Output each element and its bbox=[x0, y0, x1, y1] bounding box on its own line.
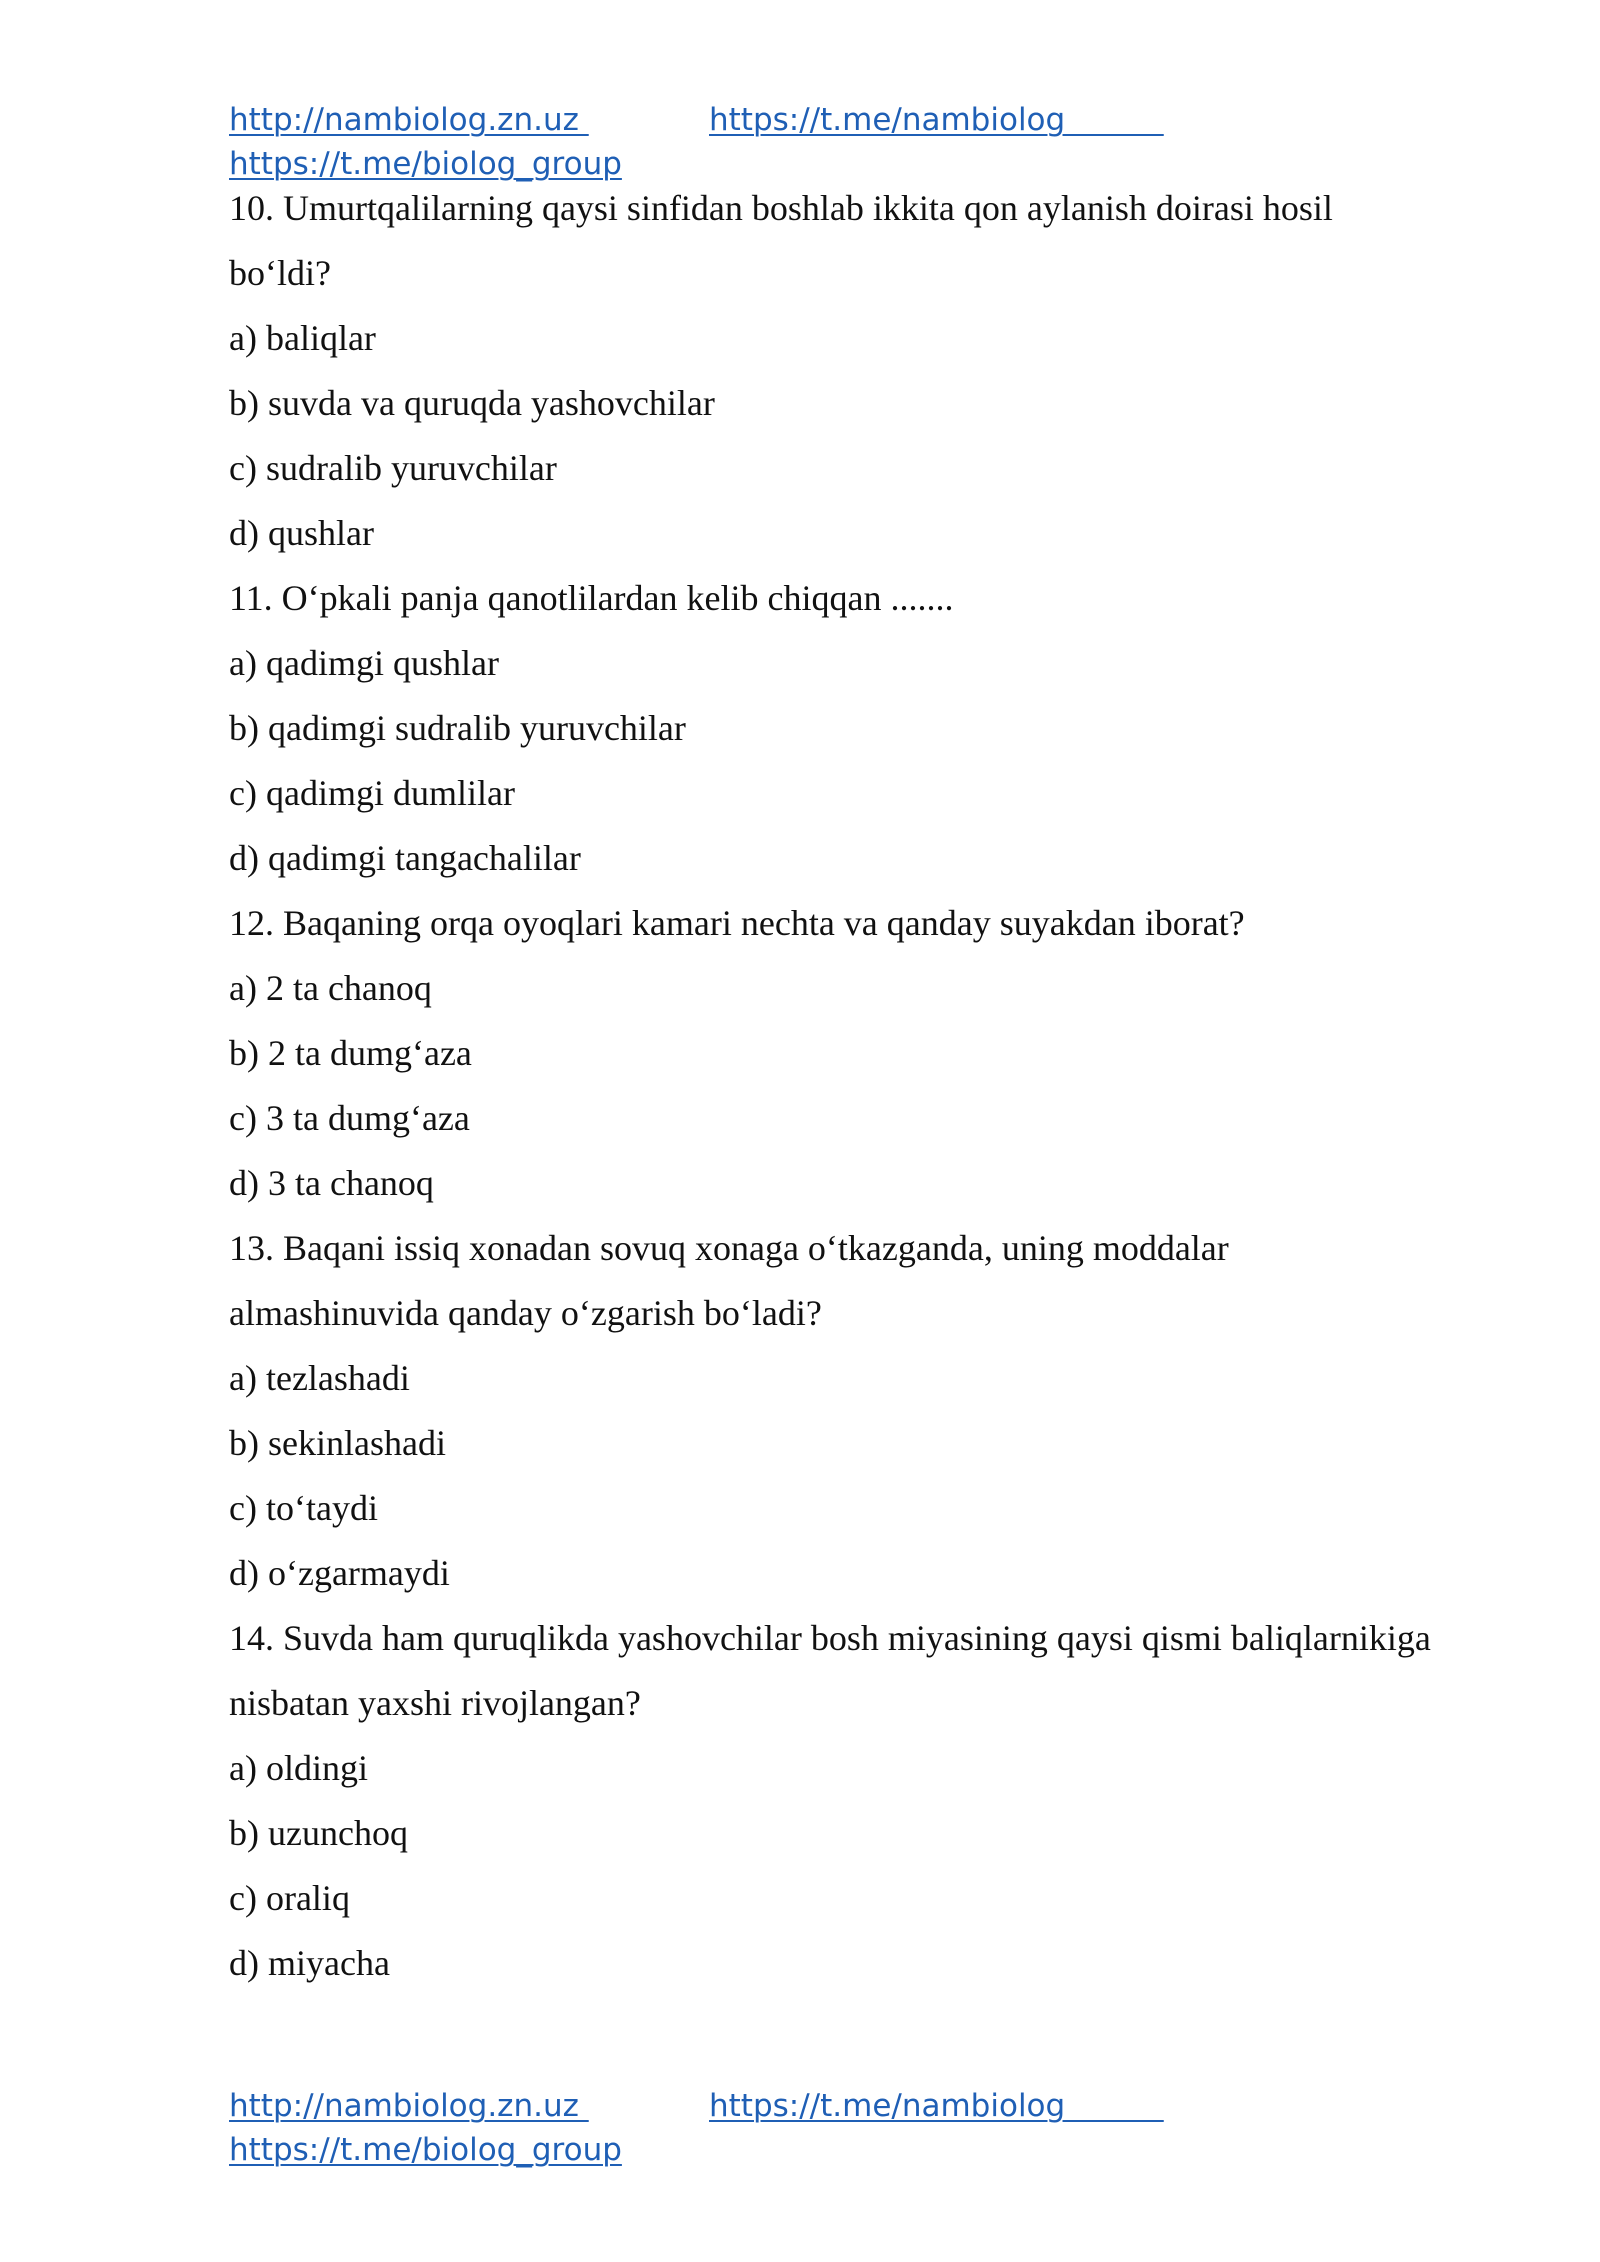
group-link[interactable]: https://t.me/biolog_group bbox=[229, 2132, 622, 2168]
answer-option: d) miyacha bbox=[229, 1943, 390, 1983]
header-links bbox=[229, 98, 1329, 186]
question-text: 14. Suvda ham quruqlikda yashovchilar bosh miyasining qaysi qismi baliqlarnikiga bbox=[229, 1618, 1431, 1658]
group-link[interactable]: https://t.me/biolog_group bbox=[229, 146, 622, 182]
question-block bbox=[229, 1606, 1509, 1996]
footer-links bbox=[229, 2084, 1329, 2172]
telegram-link[interactable]: https://t.me/nambiolog bbox=[709, 102, 1164, 138]
answer-option: b) 2 ta dumg‘aza bbox=[229, 1033, 472, 1073]
answer-option: b) qadimgi sudralib yuruvchilar bbox=[229, 708, 686, 748]
answer-option: a) qadimgi qushlar bbox=[229, 643, 499, 683]
answer-option: d) qadimgi tangachalilar bbox=[229, 838, 581, 878]
answer-option: a) baliqlar bbox=[229, 318, 376, 358]
site-link[interactable]: http://nambiolog.zn.uz bbox=[229, 2088, 589, 2124]
answer-option: d) o‘zgarmaydi bbox=[229, 1553, 450, 1593]
site-link[interactable]: http://nambiolog.zn.uz bbox=[229, 102, 589, 138]
answer-option: a) oldingi bbox=[229, 1748, 368, 1788]
answer-option: c) oraliq bbox=[229, 1878, 350, 1918]
answer-option: a) 2 ta chanoq bbox=[229, 968, 432, 1008]
answer-option: b) sekinlashadi bbox=[229, 1423, 446, 1463]
question-text: 12. Baqaning orqa oyoqlari kamari nechta va qanday suyakdan iborat? bbox=[229, 903, 1245, 943]
answer-option: b) uzunchoq bbox=[229, 1813, 408, 1853]
question-text: bo‘ldi? bbox=[229, 253, 331, 293]
question-block bbox=[229, 176, 1509, 566]
answer-option: c) 3 ta dumg‘aza bbox=[229, 1098, 470, 1138]
question-text: nisbatan yaxshi rivojlangan? bbox=[229, 1683, 641, 1723]
question-block bbox=[229, 566, 1509, 891]
answer-option: c) to‘taydi bbox=[229, 1488, 378, 1528]
answer-option: c) sudralib yuruvchilar bbox=[229, 448, 557, 488]
question-block bbox=[229, 1216, 1509, 1606]
question-text: almashinuvida qanday o‘zgarish bo‘ladi? bbox=[229, 1293, 822, 1333]
telegram-link[interactable]: https://t.me/nambiolog bbox=[709, 2088, 1164, 2124]
questions-content bbox=[229, 176, 1509, 1996]
question-text: 11. O‘pkali panja qanotlilardan kelib chiqqan ....... bbox=[229, 578, 954, 618]
question-text: 13. Baqani issiq xonadan sovuq xonaga o‘tkazganda, uning moddalar bbox=[229, 1228, 1229, 1268]
answer-option: d) 3 ta chanoq bbox=[229, 1163, 434, 1203]
answer-option: c) qadimgi dumlilar bbox=[229, 773, 515, 813]
answer-option: b) suvda va quruqda yashovchilar bbox=[229, 383, 715, 423]
question-block bbox=[229, 891, 1509, 1216]
answer-option: a) tezlashadi bbox=[229, 1358, 410, 1398]
answer-option: d) qushlar bbox=[229, 513, 374, 553]
question-text: 10. Umurtqalilarning qaysi sinfidan boshlab ikkita qon aylanish doirasi hosil bbox=[229, 188, 1333, 228]
